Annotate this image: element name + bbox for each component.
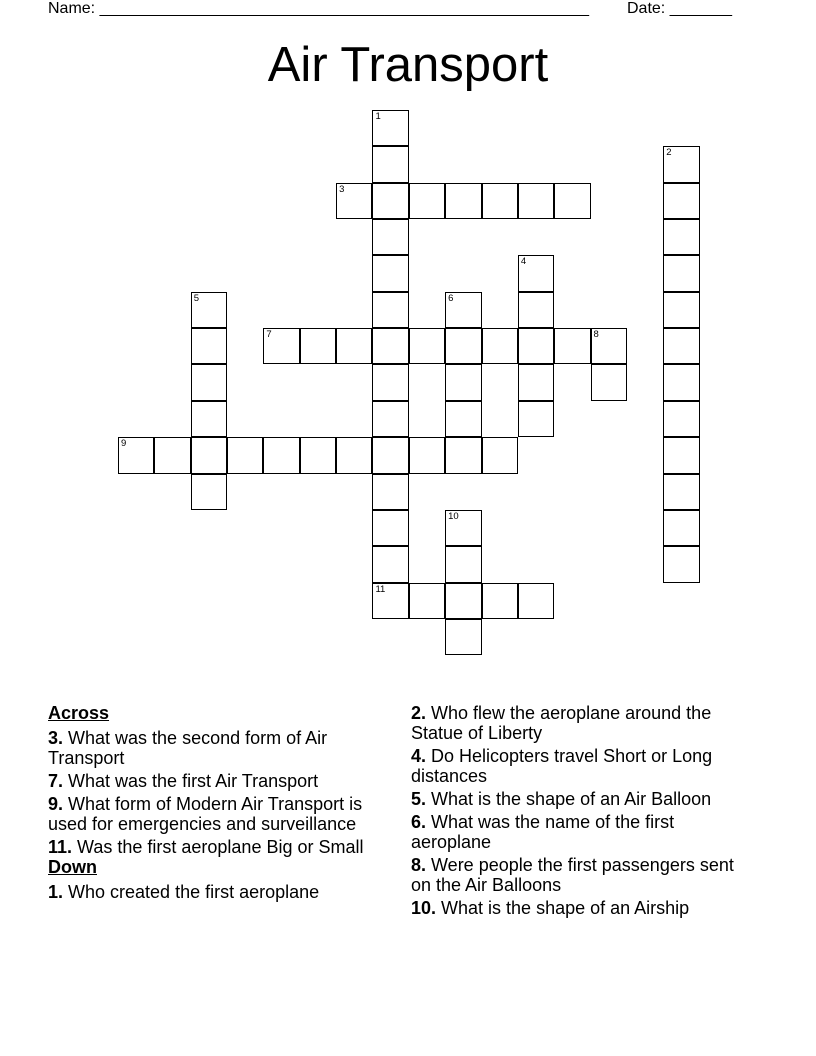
clue-text: Do Helicopters travel Short or Long distances (411, 746, 713, 786)
grid-cell[interactable] (372, 583, 408, 619)
grid-cell[interactable] (191, 401, 227, 437)
grid-cell[interactable] (518, 255, 554, 291)
clue-down-8 (411, 855, 751, 895)
clue-down-2 (411, 703, 751, 743)
grid-cell[interactable] (663, 437, 699, 473)
clue-text: Who created the first aeroplane (63, 882, 320, 902)
cell-number: 3 (339, 183, 345, 195)
grid-cell[interactable] (336, 328, 372, 364)
clue-across-3 (48, 728, 406, 768)
clue-down-4 (411, 746, 751, 786)
grid-cell[interactable] (482, 328, 518, 364)
grid-cell[interactable] (372, 328, 408, 364)
grid-cell[interactable] (263, 437, 299, 473)
grid-cell[interactable] (372, 110, 408, 146)
grid-cell[interactable] (663, 255, 699, 291)
grid-cell[interactable] (227, 437, 263, 473)
clue-text: What form of Modern Air Transport is used for emergencies and surveillance (48, 794, 363, 834)
grid-cell[interactable] (191, 437, 227, 473)
name-field-line: Name: _______________________________________________________ (48, 0, 589, 17)
cell-number: 7 (266, 329, 272, 341)
clue-number: 5. (411, 789, 427, 809)
grid-cell[interactable] (445, 437, 481, 473)
grid-cell[interactable] (663, 401, 699, 437)
grid-cell[interactable] (409, 437, 445, 473)
grid-cell[interactable] (445, 364, 481, 400)
clue-text: What was the first Air Transport (63, 771, 319, 791)
clue-down-1 (48, 882, 406, 902)
grid-cell[interactable] (263, 328, 299, 364)
grid-cell[interactable] (300, 437, 336, 473)
cell-number: 2 (666, 147, 672, 159)
grid-cell[interactable] (663, 292, 699, 328)
grid-cell[interactable] (518, 328, 554, 364)
grid-cell[interactable] (482, 437, 518, 473)
grid-cell[interactable] (372, 401, 408, 437)
grid-cell[interactable] (482, 583, 518, 619)
cell-number: 1 (375, 111, 381, 122)
clue-number: 1. (48, 882, 64, 902)
clues-right-column (411, 703, 751, 918)
grid-cell[interactable] (154, 437, 190, 473)
grid-cell[interactable] (518, 292, 554, 328)
grid-cell[interactable] (445, 401, 481, 437)
grid-cell[interactable] (591, 364, 627, 400)
clue-text: Who flew the aeroplane around the Statue of Liberty (411, 703, 712, 743)
clue-text: What is the shape of an Airship (436, 898, 690, 918)
cell-number: 8 (593, 329, 599, 341)
grid-cell[interactable] (663, 183, 699, 219)
clue-across-9 (48, 794, 406, 834)
grid-cell[interactable] (663, 510, 699, 546)
grid-cell[interactable] (372, 474, 408, 510)
grid-cell[interactable] (191, 292, 227, 328)
grid-cell[interactable] (372, 510, 408, 546)
grid-cell[interactable] (445, 510, 481, 546)
cell-number: 5 (193, 292, 199, 304)
cell-number: 11 (375, 583, 386, 595)
grid-cell[interactable] (372, 364, 408, 400)
clue-text: What was the second form of Air Transport (48, 728, 328, 768)
grid-cell[interactable] (372, 255, 408, 291)
grid-cell[interactable] (445, 619, 481, 655)
clue-number: 7. (48, 771, 64, 791)
grid-cell[interactable] (445, 183, 481, 219)
clue-across-7 (48, 771, 406, 791)
date-field-line: Date: _______ (627, 0, 732, 17)
across-heading: Across (48, 703, 110, 723)
grid-cell[interactable] (372, 437, 408, 473)
grid-cell[interactable] (336, 183, 372, 219)
clues-left-column (48, 703, 406, 902)
grid-cell[interactable] (409, 183, 445, 219)
clue-number: 6. (411, 812, 427, 832)
cell-number: 6 (448, 292, 454, 304)
grid-cell[interactable] (518, 583, 554, 619)
grid-cell[interactable] (118, 437, 154, 473)
grid-cell[interactable] (372, 183, 408, 219)
clue-number: 10. (411, 898, 437, 918)
page-title: Air Transport (267, 38, 549, 92)
clue-down-6 (411, 812, 751, 852)
clue-text: What was the name of the first aeroplane (411, 812, 675, 852)
grid-cell[interactable] (372, 546, 408, 582)
grid-cell[interactable] (663, 219, 699, 255)
clue-text: Was the first aeroplane Big or Small (72, 837, 364, 857)
grid-cell[interactable] (191, 328, 227, 364)
grid-cell[interactable] (554, 183, 590, 219)
grid-cell[interactable] (482, 183, 518, 219)
grid-cell[interactable] (372, 146, 408, 182)
grid-cell[interactable] (191, 474, 227, 510)
grid-cell[interactable] (663, 474, 699, 510)
clue-down-10 (411, 898, 751, 918)
clue-across-11 (48, 837, 406, 857)
grid-cell[interactable] (445, 546, 481, 582)
grid-cell[interactable] (663, 328, 699, 364)
clue-number: 3. (48, 728, 64, 748)
clue-number: 4. (411, 746, 427, 766)
cell-number: 9 (121, 438, 127, 450)
grid-cell[interactable] (518, 401, 554, 437)
clue-number: 9. (48, 794, 64, 814)
grid-cell[interactable] (663, 146, 699, 182)
grid-cell[interactable] (663, 364, 699, 400)
grid-cell[interactable] (372, 219, 408, 255)
clue-down-5 (411, 789, 751, 809)
cell-number: 4 (520, 256, 527, 268)
clue-number: 8. (411, 855, 427, 875)
grid-cell[interactable] (409, 583, 445, 619)
grid-cell[interactable] (663, 546, 699, 582)
grid-cell[interactable] (554, 328, 590, 364)
clue-text: Were people the first passengers sent on the Air Balloons (411, 855, 734, 895)
grid-cell[interactable] (300, 328, 336, 364)
grid-cell[interactable] (191, 364, 227, 400)
grid-cell[interactable] (409, 328, 445, 364)
grid-cell[interactable] (445, 328, 481, 364)
grid-cell[interactable] (591, 328, 627, 364)
clue-number: 2. (411, 703, 427, 723)
grid-cell[interactable] (518, 364, 554, 400)
grid-cell[interactable] (445, 292, 481, 328)
grid-cell[interactable] (336, 437, 372, 473)
down-heading: Down (48, 857, 97, 877)
grid-cell[interactable] (372, 292, 408, 328)
grid-cell[interactable] (445, 583, 481, 619)
grid-cell[interactable] (518, 183, 554, 219)
clue-number: 11. (48, 837, 73, 857)
clue-text: What is the shape of an Air Balloon (426, 789, 712, 809)
cell-number: 10 (448, 510, 459, 522)
